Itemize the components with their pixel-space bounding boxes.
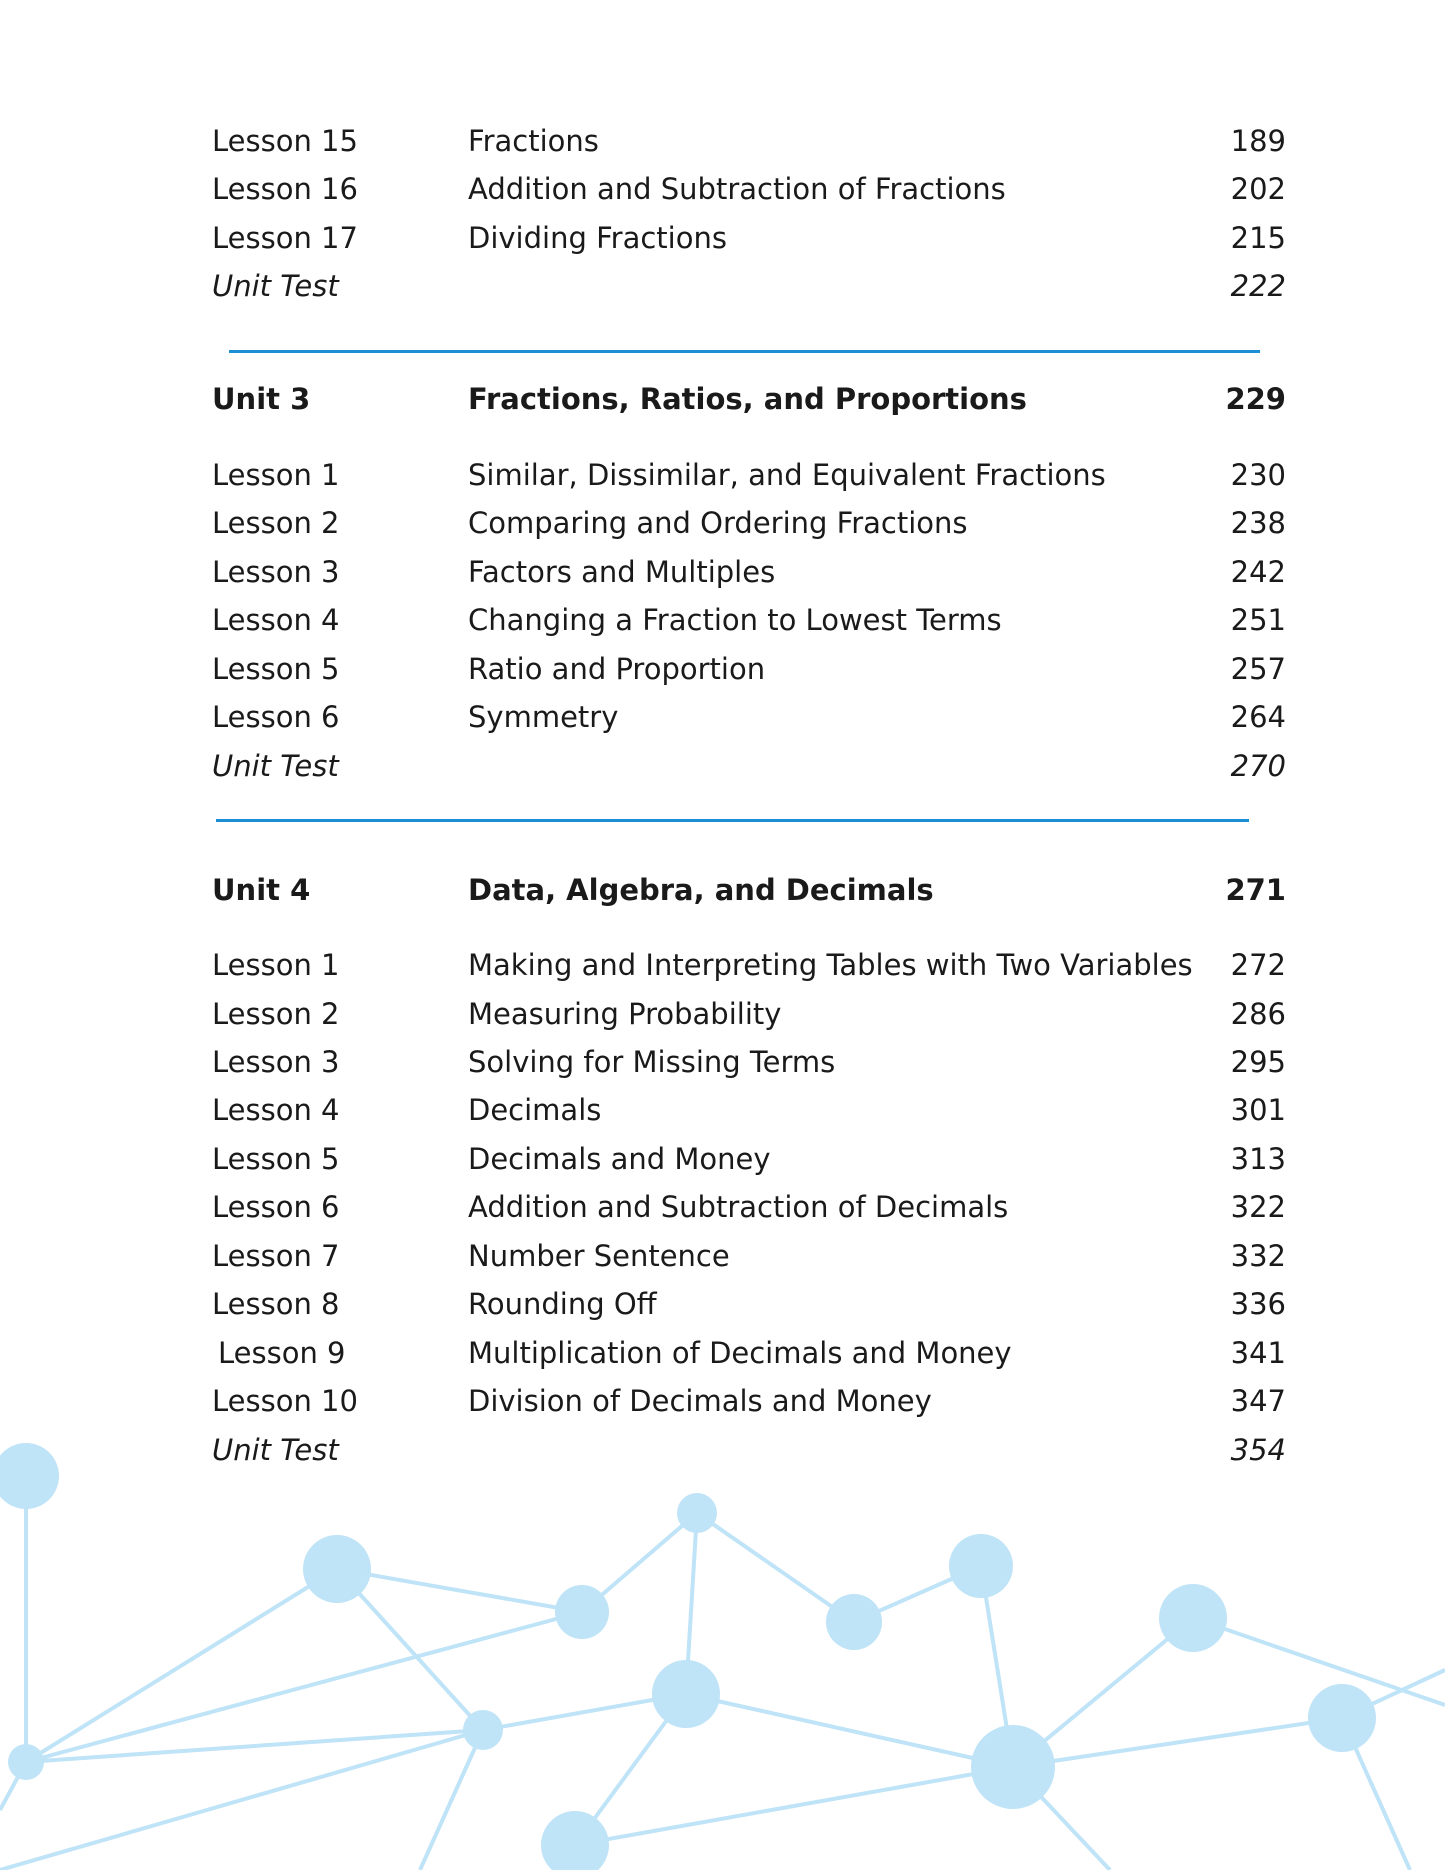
page-number: 272 [1230,948,1286,982]
lesson-label: Lesson 9 [218,1336,346,1370]
lesson-label: Lesson 4 [212,603,340,637]
lesson-title: Comparing and Ordering Fractions [468,506,968,540]
page-number: 347 [1230,1384,1286,1418]
toc-entry[interactable] [212,943,1286,987]
toc-entry[interactable] [212,1234,1286,1278]
lesson-title: Similar, Dissimilar, and Equivalent Fractions [468,458,1106,492]
lesson-label: Lesson 3 [212,555,340,589]
page-number: 313 [1230,1142,1286,1176]
lesson-label: Lesson 8 [212,1287,340,1321]
page-number: 238 [1230,506,1286,540]
lesson-label: Lesson 3 [212,1045,340,1079]
page-number: 270 [1230,749,1286,783]
unit-test-label: Unit Test [212,269,339,303]
toc-entry[interactable] [212,1331,1286,1375]
lesson-label: Lesson 2 [212,997,340,1031]
lesson-title: Multiplication of Decimals and Money [468,1336,1012,1370]
section-divider [216,819,1249,822]
lesson-label: Lesson 2 [212,506,340,540]
unit-label: Unit 4 [212,873,311,907]
lesson-title: Measuring Probability [468,997,782,1031]
page-number: 341 [1230,1336,1286,1370]
lesson-title: Rounding Off [468,1287,657,1321]
lesson-title: Addition and Subtraction of Fractions [468,172,1006,206]
toc-entry[interactable] [212,1040,1286,1084]
unit-title: Data, Algebra, and Decimals [468,873,934,907]
page-number: 301 [1230,1093,1286,1127]
toc-entry[interactable] [212,598,1286,642]
page-number: 230 [1230,458,1286,492]
page-number: 222 [1230,269,1286,303]
toc-entry[interactable] [212,1137,1286,1181]
toc-entry[interactable] [212,1185,1286,1229]
page-number: 189 [1230,124,1286,158]
network-lines [0,1476,1445,1870]
lesson-label: Lesson 16 [212,172,358,206]
page-number: 215 [1230,221,1286,255]
page-number: 257 [1230,652,1286,686]
lesson-title: Dividing Fractions [468,221,727,255]
page-number: 336 [1230,1287,1286,1321]
lesson-title: Changing a Fraction to Lowest Terms [468,603,1002,637]
lesson-title: Division of Decimals and Money [468,1384,932,1418]
lesson-label: Lesson 6 [212,700,340,734]
unit-test-label: Unit Test [212,1433,339,1467]
toc-entry[interactable] [212,167,1286,211]
page-number: 295 [1230,1045,1286,1079]
page-number: 251 [1230,603,1286,637]
toc-unit-heading[interactable] [212,377,1286,421]
lesson-title: Number Sentence [468,1239,730,1273]
page-number: 271 [1225,873,1286,907]
lesson-title: Decimals and Money [468,1142,771,1176]
page-number: 264 [1230,700,1286,734]
lesson-title: Decimals [468,1093,602,1127]
lesson-label: Lesson 6 [212,1190,340,1224]
toc-entry[interactable] [212,550,1286,594]
lesson-title: Fractions [468,124,599,158]
page-number: 229 [1225,382,1286,416]
page-number: 202 [1230,172,1286,206]
page-number: 286 [1230,997,1286,1031]
toc-entry[interactable] [212,647,1286,691]
lesson-label: Lesson 17 [212,221,358,255]
unit-title: Fractions, Ratios, and Proportions [468,382,1027,416]
section-divider [229,350,1260,353]
lesson-label: Lesson 5 [212,1142,340,1176]
page-number: 322 [1230,1190,1286,1224]
toc-unit-test[interactable] [212,744,1286,788]
network-decoration [0,1420,1445,1870]
toc-entry[interactable] [212,1282,1286,1326]
page-number: 242 [1230,555,1286,589]
toc-unit-heading[interactable] [212,868,1286,912]
toc-entry[interactable] [212,119,1286,163]
toc-entry[interactable] [212,992,1286,1036]
toc-entry[interactable] [212,453,1286,497]
lesson-title: Addition and Subtraction of Decimals [468,1190,1009,1224]
lesson-title: Making and Interpreting Tables with Two Variables [468,948,1193,982]
page-number: 332 [1230,1239,1286,1273]
toc-entry[interactable] [212,1088,1286,1132]
lesson-title: Symmetry [468,700,619,734]
lesson-label: Lesson 15 [212,124,358,158]
lesson-title: Solving for Missing Terms [468,1045,836,1079]
lesson-label: Lesson 1 [212,948,340,982]
lesson-label: Lesson 1 [212,458,340,492]
unit-label: Unit 3 [212,382,311,416]
page-number: 354 [1230,1433,1286,1467]
toc-entry[interactable] [212,501,1286,545]
lesson-title: Ratio and Proportion [468,652,766,686]
lesson-label: Lesson 5 [212,652,340,686]
lesson-title: Factors and Multiples [468,555,776,589]
toc-entry[interactable] [212,216,1286,260]
toc-entry[interactable] [212,695,1286,739]
lesson-label: Lesson 7 [212,1239,340,1273]
toc-unit-test[interactable] [212,264,1286,308]
lesson-label: Lesson 4 [212,1093,340,1127]
toc-entry[interactable] [212,1379,1286,1423]
unit-test-label: Unit Test [212,749,339,783]
lesson-label: Lesson 10 [212,1384,358,1418]
